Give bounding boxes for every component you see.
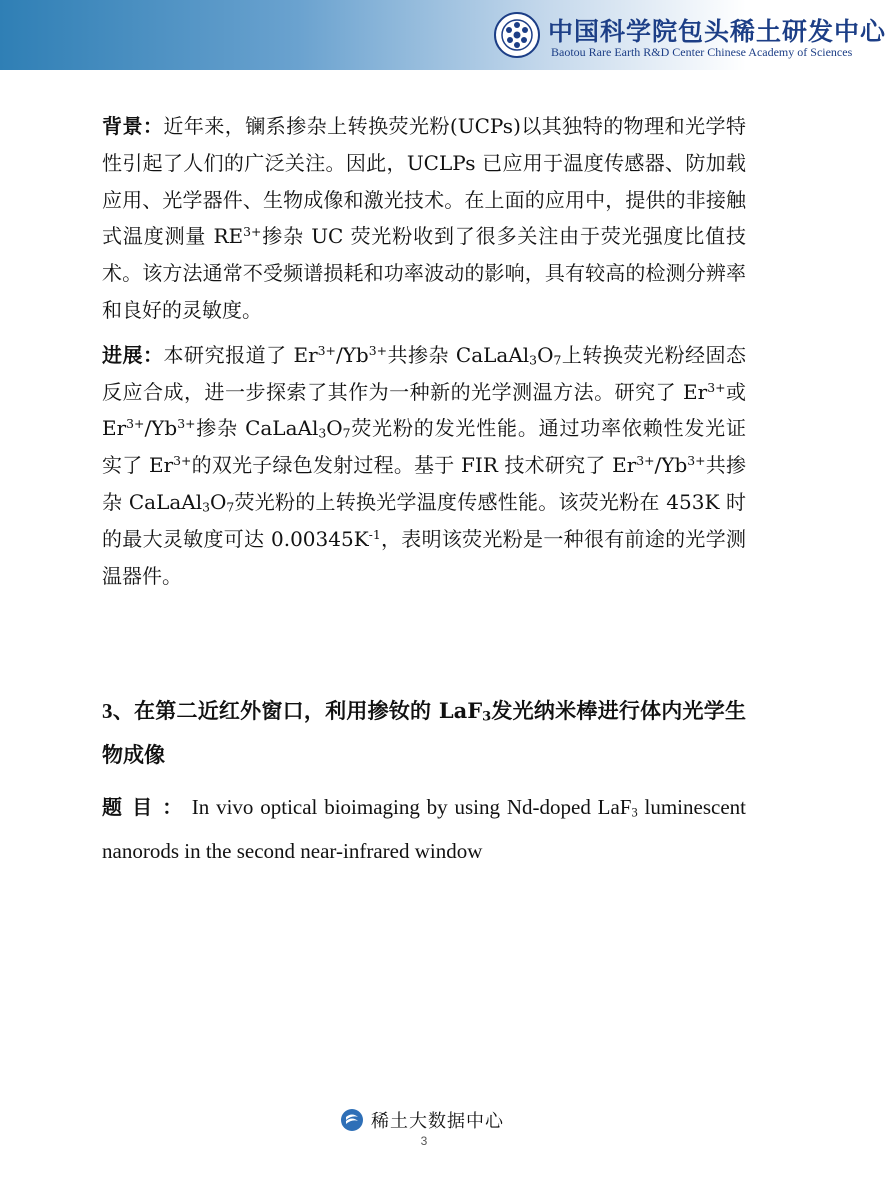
section-3-title (102, 689, 746, 777)
progress-text-segment: 共掺杂 CaLaAl (102, 453, 746, 514)
progress-paragraph (102, 337, 746, 595)
superscript: 3+ (243, 224, 262, 240)
superscript: 3+ (177, 416, 196, 432)
superscript: 3+ (636, 453, 655, 469)
progress-text-segment: 本研究报道了 Er (163, 342, 318, 367)
background-paragraph (102, 108, 746, 329)
superscript: 3+ (707, 379, 726, 395)
progress-text-segment: 荧光粉的上转换光学温度传感性能。该荧光粉在 453K 时的最大灵敏度可达 0.00345K (102, 489, 746, 551)
org-name-cn: 中国科学院包头稀土研发中心 (548, 17, 886, 46)
subscript: 3 (482, 709, 492, 725)
progress-text-segment: 共掺杂 CaLaAl (386, 342, 530, 367)
background-text-2: 掺杂 UC 荧光粉收到了很多关注由于荧光强度比值技术。该方法通常不受频谱损耗和功率波动的影响，具有较高的检测分辨率和良好的灵敏度。 (102, 224, 746, 322)
progress-text-segment: O (326, 416, 343, 441)
superscript: 3+ (687, 453, 706, 469)
document-body (102, 108, 746, 873)
topic-subscript: 3 (631, 805, 638, 820)
progress-text-segment: O (210, 489, 227, 514)
page-header (0, 0, 886, 70)
section-title-b: 发光纳米棒进行体内光学生物成像 (102, 698, 747, 768)
subscript: 3 (529, 352, 538, 368)
subscript: 7 (553, 352, 562, 368)
progress-text-segment: /Yb (654, 453, 688, 478)
section-title-a: 在第二近红外窗口，利用掺钕的 LaF (133, 698, 483, 724)
progress-text-segment: /Yb (144, 416, 178, 441)
progress-text-segment: 荧光粉的发光性能。通过功率依赖性发光证实了 Er (102, 416, 746, 478)
footer-title: 稀土大数据中心 (371, 1111, 504, 1132)
topic-label: 题 目 ： (102, 795, 184, 820)
section-number: 3、 (102, 699, 134, 724)
superscript: 3+ (126, 416, 145, 432)
progress-text-segment: /Yb (335, 342, 369, 367)
subscript: 3 (202, 499, 211, 515)
superscript: 3+ (317, 342, 336, 358)
subscript: 7 (342, 425, 351, 441)
progress-text-segment: O (537, 342, 554, 367)
page-number: 3 (420, 1134, 428, 1148)
progress-label: 进展： (102, 342, 164, 367)
subscript: 3 (318, 425, 327, 441)
progress-text-segment: ，表明该荧光粉是一种很有前途的光学测温器件。 (102, 526, 746, 588)
rare-earth-data-logo-icon (340, 1108, 364, 1132)
progress-text-segment: 掺杂 CaLaAl (195, 416, 319, 441)
cas-emblem-icon (494, 12, 540, 58)
progress-text-segment: 的双光子绿色发射过程。基于 FIR 技术研究了 Er (191, 453, 637, 478)
topic-line (102, 785, 746, 873)
background-label: 背景： (102, 114, 164, 138)
progress-text-segment: 上转换荧光粉经固态反应合成，进一步探索了其作为一种新的光学测温方法。研究了 Er (102, 342, 746, 404)
topic-text-b: luminescent nanorods in the second near-infrared window (102, 795, 746, 864)
superscript: -1 (368, 526, 381, 542)
progress-text-segment: 或 Er (102, 379, 746, 441)
topic-text-a: In vivo optical bioimaging by using Nd-doped LaF (191, 795, 632, 820)
org-name-en: Baotou Rare Earth R&D Center Chinese Academy of Sciences (551, 45, 853, 59)
progress-text (102, 343, 746, 588)
subscript: 7 (226, 499, 235, 515)
superscript: 3+ (368, 342, 387, 358)
background-text: 近年来，镧系掺杂上转换荧光粉(UCPs)以其独特的物理和光学特性引起了人们的广泛关注。因此，UCLPs 已应用于温度传感器、防加载应用、光学器件、生物成像和激光技术。在上面的应用中，提供的非接触式温度测量 RE (102, 114, 747, 249)
superscript: 3+ (173, 453, 192, 469)
